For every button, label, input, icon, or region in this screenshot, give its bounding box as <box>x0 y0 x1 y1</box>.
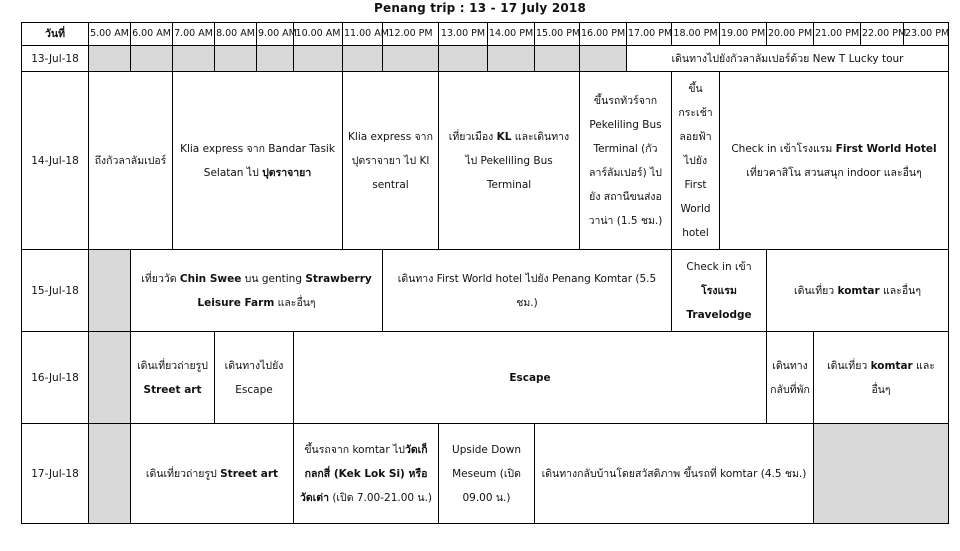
activity-text: เดินเที่ยวถ่ายรูป <box>137 359 208 372</box>
activity-text: และอื่นๆ <box>871 359 935 396</box>
activity-cell: Klia express จาก ปุตราจายา ไป Kl sentral <box>343 72 439 250</box>
activity-text: เดินเที่ยว <box>827 359 871 372</box>
empty-slot <box>488 46 535 72</box>
page-title: Penang trip : 13 - 17 July 2018 <box>373 1 587 15</box>
day-row-17 <box>22 424 949 524</box>
time-header: 14.00 PM <box>488 23 535 46</box>
activity-cell <box>131 250 383 332</box>
time-header: 6.00 AM <box>131 23 173 46</box>
empty-slot <box>89 250 131 332</box>
empty-slot <box>131 46 173 72</box>
time-header: 20.00 PM <box>767 23 814 46</box>
activity-highlight: Street art <box>143 383 202 396</box>
activity-text: และอื่นๆ <box>879 284 921 297</box>
empty-slot <box>215 46 257 72</box>
empty-slot <box>294 46 343 72</box>
time-header: 16.00 PM <box>580 23 627 46</box>
activity-highlight: komtar <box>837 284 880 297</box>
time-header: 19.00 PM <box>720 23 767 46</box>
activity-highlight: โรงแรม Travelodge <box>686 284 752 321</box>
time-header: 21.00 PM <box>814 23 861 46</box>
activity-cell: Upside Down Meseum (เปิด 09.00 น.) <box>439 424 535 524</box>
activity-highlight: komtar <box>870 359 913 372</box>
activity-cell: เดินทางไปยังกัวลาลัมเปอร์ด้วย New T Lucky tour <box>627 46 949 72</box>
empty-slot <box>89 46 131 72</box>
activity-cell: เดินทาง First World hotel ไปยัง Penang Komtar (5.5 ชม.) <box>383 250 672 332</box>
activity-cell: ขึ้นกระเช้าลอยฟ้าไปยัง First World hotel <box>672 72 720 250</box>
date-cell: 13-Jul-18 <box>22 46 89 72</box>
date-cell: 15-Jul-18 <box>22 250 89 332</box>
activity-cell: ขึ้นรถทัวร์จาก Pekeliling Bus Terminal (กัวลาร์ลัมเปอร์) ไปยัง สถานีขนส่งอวาน่า (1.5 ชม.) <box>580 72 672 250</box>
activity-highlight: ปุตราจายา <box>262 166 312 179</box>
time-header: 10.00 AM <box>294 23 343 46</box>
day-row-13 <box>22 46 949 72</box>
activity-highlight: Street art <box>220 467 279 480</box>
activity-text: และเดินทางไป Pekeliling Bus Terminal <box>465 130 570 191</box>
date-cell: 17-Jul-18 <box>22 424 89 524</box>
activity-cell: ถึงกัวลาลัมเปอร์ <box>89 72 173 250</box>
empty-slot <box>580 46 627 72</box>
header-row <box>22 23 949 46</box>
header-date-label: วันที่ <box>22 23 89 46</box>
activity-text: เดินเที่ยวถ่ายรูป <box>145 467 221 480</box>
activity-cell <box>672 250 767 332</box>
empty-slot <box>535 46 580 72</box>
activity-cell <box>294 424 439 524</box>
activity-text: Klia express จาก Bandar Tasik Selatan ไป <box>180 142 335 179</box>
schedule-table <box>21 22 949 524</box>
empty-slot <box>173 46 215 72</box>
empty-slot <box>257 46 294 72</box>
time-header: 5.00 AM <box>89 23 131 46</box>
activity-text: เที่ยววัด <box>141 272 180 285</box>
activity-cell <box>720 72 949 250</box>
day-row-15 <box>22 250 949 332</box>
activity-cell <box>131 424 294 524</box>
activity-highlight: Chin Swee <box>179 272 242 285</box>
time-header: 23.00 PM <box>904 23 949 46</box>
activity-text: บน genting <box>241 272 306 285</box>
time-header: 22.00 PM <box>861 23 904 46</box>
empty-slot <box>814 424 949 524</box>
activity-cell: Escape <box>294 332 767 424</box>
activity-cell <box>767 250 949 332</box>
time-header: 11.00 AM <box>343 23 383 46</box>
time-header: 17.00 PM <box>627 23 672 46</box>
activity-text: (เปิด 7.00-21.00 น.) <box>329 491 433 504</box>
empty-slot <box>383 46 439 72</box>
activity-cell <box>814 332 949 424</box>
activity-cell: เดินทางกลับที่พัก <box>767 332 814 424</box>
activity-cell <box>439 72 580 250</box>
activity-text: เดินเที่ยว <box>794 284 838 297</box>
time-header: 13.00 PM <box>439 23 488 46</box>
activity-highlight: Strawberry Leisure Farm <box>197 272 372 309</box>
activity-text: Check in เข้าโรงแรม <box>731 142 836 155</box>
day-row-16 <box>22 332 949 424</box>
activity-cell: เดินทางกลับบ้านโดยสวัสดิภาพ ขึ้นรถที่ komtar (4.5 ชม.) <box>535 424 814 524</box>
activity-cell <box>131 332 215 424</box>
date-cell: 16-Jul-18 <box>22 332 89 424</box>
activity-text: เที่ยวเมือง <box>448 130 497 143</box>
time-header: 18.00 PM <box>672 23 720 46</box>
activity-text: ขึ้นรถจาก komtar ไป <box>304 443 405 456</box>
activity-text: เที่ยวคาสิโน สวนสนุก indoor และอื่นๆ <box>746 166 922 179</box>
time-header: 9.00 AM <box>257 23 294 46</box>
activity-text: Check in เข้า <box>686 260 752 273</box>
empty-slot <box>89 332 131 424</box>
date-cell: 14-Jul-18 <box>22 72 89 250</box>
activity-cell: เดินทางไปยัง Escape <box>215 332 294 424</box>
time-header: 12.00 PM <box>383 23 439 46</box>
activity-text: และอื่นๆ <box>274 296 316 309</box>
empty-slot <box>439 46 488 72</box>
activity-highlight: KL <box>496 130 512 143</box>
empty-slot <box>343 46 383 72</box>
activity-highlight: First World Hotel <box>835 142 937 155</box>
time-header: 8.00 AM <box>215 23 257 46</box>
activity-highlight: วัดเก็กลกสี่ (Kek Lok Si) หรือ วัดเต่า <box>299 443 428 504</box>
day-row-14 <box>22 72 949 250</box>
empty-slot <box>89 424 131 524</box>
activity-cell <box>173 72 343 250</box>
time-header: 7.00 AM <box>173 23 215 46</box>
time-header: 15.00 PM <box>535 23 580 46</box>
